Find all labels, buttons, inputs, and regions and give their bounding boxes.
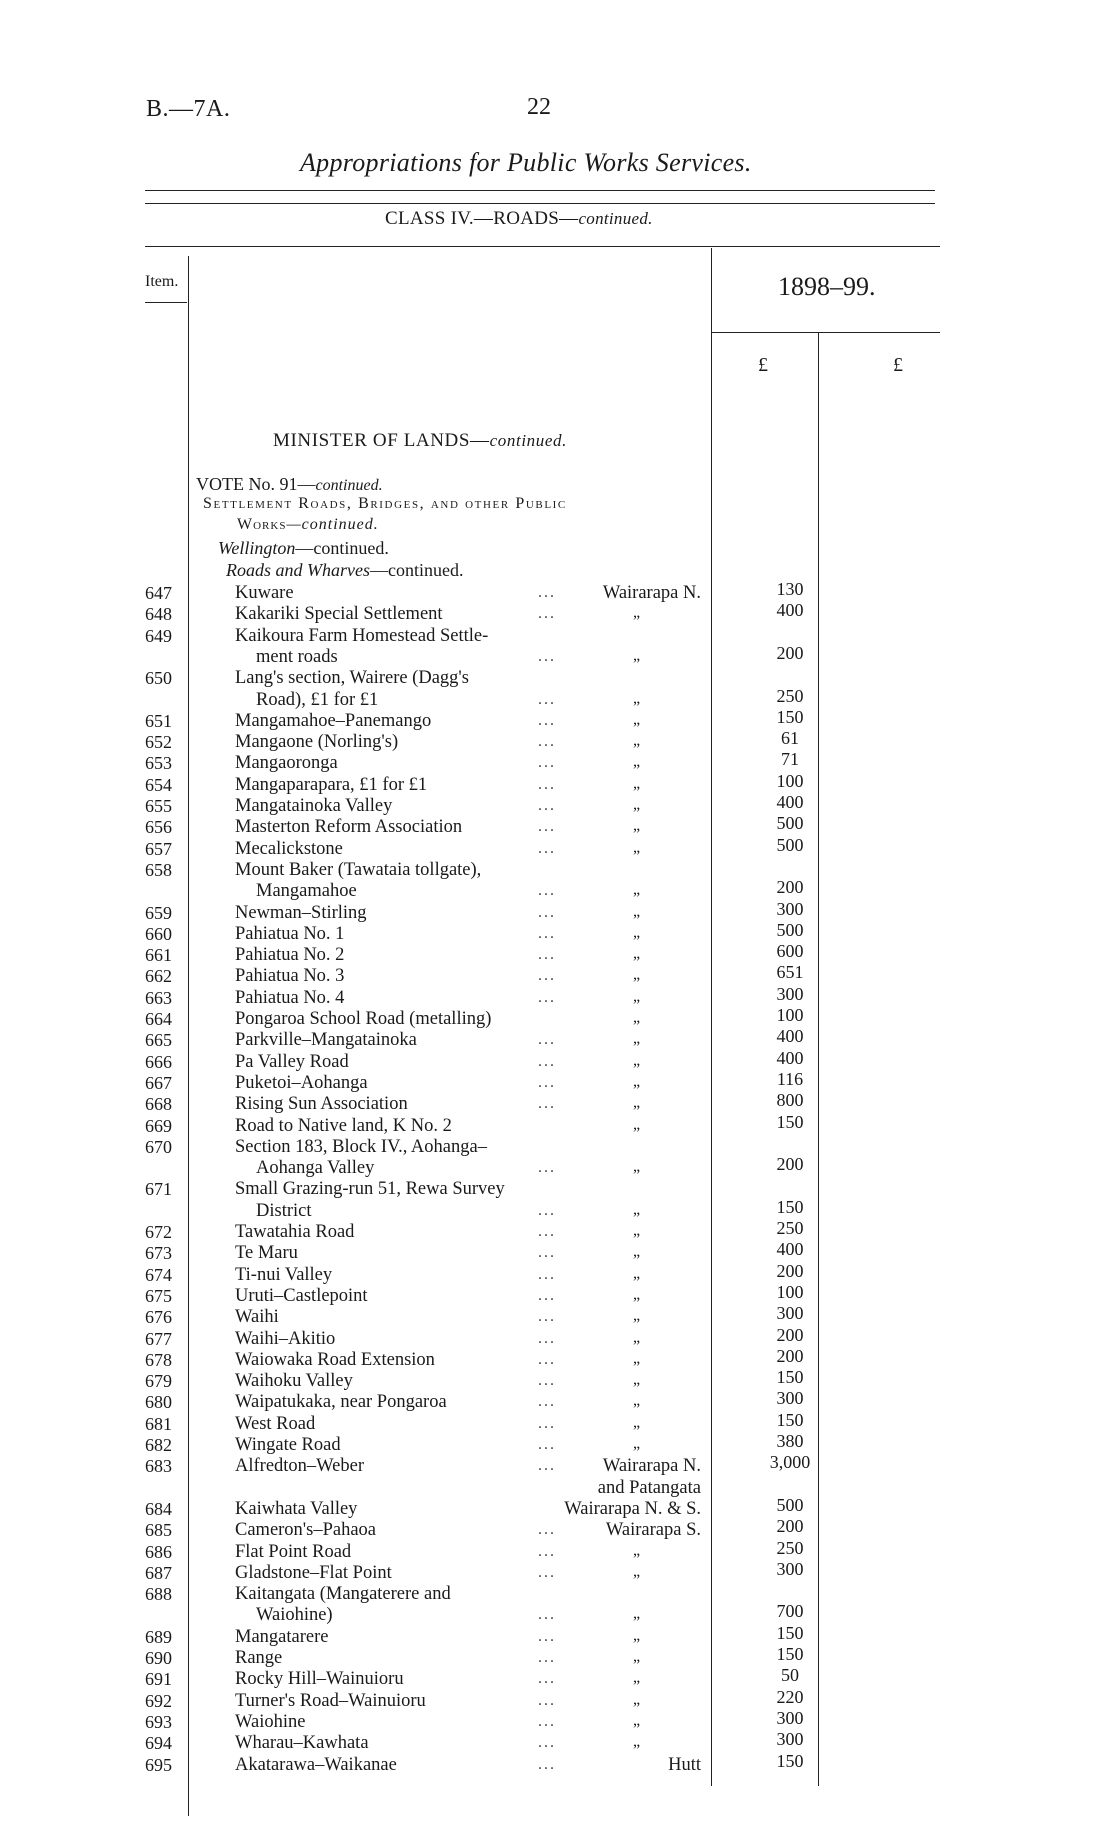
item-description: Waipatukaka, near Pongaroa xyxy=(235,1392,447,1413)
item-number: 647 xyxy=(145,583,172,603)
leader-dots: ... xyxy=(538,1159,556,1177)
item-amount: 400 xyxy=(776,1047,804,1068)
item-description: Mangamahoe–Panemango xyxy=(235,710,432,731)
item-number: 663 xyxy=(145,987,172,1008)
item-amount: 400 xyxy=(776,1239,804,1260)
leader-dots: ... xyxy=(538,946,556,964)
item-description: Section 183, Block IV., Aohanga– xyxy=(235,1136,487,1157)
leader-dots: ... xyxy=(538,711,556,729)
item-number: 693 xyxy=(145,1711,172,1732)
item-region: „ xyxy=(633,966,641,984)
item-number: 682 xyxy=(145,1435,172,1455)
item-region: „ xyxy=(633,1200,641,1218)
item-description: Gladstone–Flat Point xyxy=(235,1562,392,1583)
item-region: „ xyxy=(633,1094,641,1112)
item-region: „ xyxy=(633,1605,641,1623)
leader-dots: ... xyxy=(538,1223,556,1240)
item-amount: 400 xyxy=(776,1026,804,1047)
item-region: „ xyxy=(633,1328,641,1346)
item-number: 665 xyxy=(145,1030,172,1051)
leader-dots: ... xyxy=(538,903,556,921)
item-description: Mecalickstone xyxy=(235,838,343,859)
item-amount: 150 xyxy=(776,1622,804,1643)
item-number: 690 xyxy=(145,1648,172,1668)
item-number: 695 xyxy=(145,1754,172,1775)
leader-dots: ... xyxy=(538,754,556,772)
item-region: „ xyxy=(633,838,641,856)
item-number: 685 xyxy=(145,1520,172,1541)
district-heading: Wellington—continued. xyxy=(218,538,389,558)
item-number: 673 xyxy=(145,1243,172,1264)
item-amount: 150 xyxy=(776,1111,804,1132)
item-region: „ xyxy=(633,1669,641,1687)
leader-dots: ... xyxy=(538,1265,556,1283)
leader-dots: ... xyxy=(538,1457,556,1475)
item-description: Mangaparapara, £1 for £1 xyxy=(235,774,428,795)
item-description: Newman–Stirling xyxy=(235,902,367,923)
item-amount: 400 xyxy=(776,792,804,812)
item-amount: 50 xyxy=(781,1665,799,1686)
item-number: 648 xyxy=(145,604,172,625)
item-number: 671 xyxy=(145,1179,172,1200)
item-amount: 600 xyxy=(776,941,804,962)
item-region: „ xyxy=(633,1371,641,1389)
item-region: „ xyxy=(633,689,641,707)
leader-dots: ... xyxy=(538,690,556,708)
item-region: „ xyxy=(633,987,641,1005)
item-number: 674 xyxy=(145,1264,172,1285)
item-description: Mangaoronga xyxy=(235,753,338,774)
page-number: 22 xyxy=(527,94,551,120)
item-amount: 150 xyxy=(776,1196,804,1217)
item-number: 689 xyxy=(145,1626,172,1647)
item-number: 684 xyxy=(145,1498,172,1519)
subdistrict-heading: Roads and Wharves—continued. xyxy=(226,560,464,580)
leader-dots: ... xyxy=(538,584,556,601)
header-top-rule xyxy=(145,246,940,247)
item-number: 675 xyxy=(145,1285,172,1306)
item-description: Waihoku Valley xyxy=(235,1371,353,1392)
item-region: „ xyxy=(633,1264,641,1282)
item-amount: 3,000 xyxy=(769,1452,811,1473)
item-region: Hutt xyxy=(668,1754,701,1775)
item-amount: 300 xyxy=(776,1303,804,1324)
item-description: Parkville–Mangatainoka xyxy=(235,1030,417,1051)
item-region: „ xyxy=(633,646,641,664)
leader-dots: ... xyxy=(538,882,556,900)
item-region: „ xyxy=(633,732,641,750)
item-region: „ xyxy=(633,710,641,728)
leader-dots: ... xyxy=(538,1052,556,1070)
item-description: Alfredton–Weber xyxy=(235,1456,364,1477)
item-description: Waihi xyxy=(235,1307,279,1328)
item-description: Masterton Reform Association xyxy=(235,817,463,838)
item-region: „ xyxy=(633,1562,641,1580)
leader-dots: ... xyxy=(538,733,556,751)
item-number: 649 xyxy=(145,625,172,646)
currency-label-2: £ xyxy=(893,354,903,376)
leader-dots: ... xyxy=(538,1372,556,1390)
item-amount: 200 xyxy=(776,642,804,663)
item-region: „ xyxy=(633,902,641,920)
item-amount: 300 xyxy=(776,898,804,919)
item-description: Tawatahia Road xyxy=(235,1222,355,1242)
item-amount: 500 xyxy=(776,813,804,834)
item-region-continued: and Patangata xyxy=(597,1477,701,1498)
top-rule xyxy=(145,203,935,204)
leader-dots: ... xyxy=(538,605,556,623)
item-number: 691 xyxy=(145,1669,172,1690)
item-number: 678 xyxy=(145,1349,172,1370)
item-description: Waiohine xyxy=(235,1711,306,1732)
item-region: „ xyxy=(633,1392,641,1410)
leader-dots: ... xyxy=(538,1606,556,1624)
item-description: Cameron's–Pahaoa xyxy=(235,1520,377,1541)
item-amount: 200 xyxy=(776,1260,804,1281)
item-number: 694 xyxy=(145,1733,172,1754)
item-amount: 500 xyxy=(776,1494,804,1515)
leader-dots: ... xyxy=(538,1542,556,1560)
item-label-underline xyxy=(145,302,187,303)
minister-heading: MINISTER OF LANDS—continued. xyxy=(273,430,567,451)
item-region: „ xyxy=(633,1711,641,1729)
item-region: Wairarapa N. & S. xyxy=(564,1498,701,1519)
leader-dots: ... xyxy=(538,775,556,793)
item-description: Waihi–Akitio xyxy=(235,1328,336,1349)
item-number: 666 xyxy=(145,1051,172,1072)
item-amount: 400 xyxy=(776,600,804,621)
item-description: Small Grazing-run 51, Rewa Survey xyxy=(235,1179,505,1200)
item-region: „ xyxy=(633,1648,641,1665)
item-amount: 200 xyxy=(776,877,804,898)
item-description: Road to Native land, K No. 2 xyxy=(235,1115,452,1136)
item-number: 659 xyxy=(145,902,172,923)
item-amount: 250 xyxy=(776,685,804,706)
item-region: Wairarapa S. xyxy=(605,1520,701,1541)
leader-dots: ... xyxy=(538,924,556,942)
item-description: District xyxy=(256,1200,312,1221)
item-description: Mount Baker (Tawataia tollgate), xyxy=(235,859,482,880)
item-description: Pahiatua No. 1 xyxy=(235,923,345,944)
item-amount: 500 xyxy=(776,919,804,940)
item-description: Te Maru xyxy=(235,1243,298,1264)
item-amount: 61 xyxy=(781,728,799,749)
leader-dots: ... xyxy=(538,818,556,836)
leader-dots: ... xyxy=(538,1563,556,1581)
amount-col-left-rule xyxy=(711,248,712,1786)
item-description: Mangatarere xyxy=(235,1626,329,1647)
item-number: 657 xyxy=(145,838,172,859)
item-amount: 300 xyxy=(776,1729,804,1750)
leader-dots: ... xyxy=(538,1329,556,1347)
item-description: Waiohine) xyxy=(256,1605,333,1626)
item-number: 676 xyxy=(145,1307,172,1328)
item-description: Rocky Hill–Wainuioru xyxy=(235,1669,404,1690)
leader-dots: ... xyxy=(538,1393,556,1411)
item-region: „ xyxy=(633,1051,641,1069)
vote-heading: VOTE No. 91—continued. xyxy=(196,474,383,494)
item-amount: 71 xyxy=(781,749,799,770)
item-amount: 300 xyxy=(776,983,804,1004)
item-region: „ xyxy=(633,945,641,963)
item-description: Wingate Road xyxy=(235,1435,341,1455)
item-description: Waiowaka Road Extension xyxy=(235,1349,435,1370)
item-amount: 100 xyxy=(776,1281,804,1302)
leader-dots: ... xyxy=(538,797,556,814)
item-description: Pahiatua No. 3 xyxy=(235,966,345,987)
item-number: 677 xyxy=(145,1328,172,1349)
item-description: Aohanga Valley xyxy=(256,1158,375,1179)
item-description: Puketoi–Aohanga xyxy=(235,1072,368,1093)
item-region: „ xyxy=(633,774,641,792)
item-number: 667 xyxy=(145,1072,172,1093)
item-amount: 150 xyxy=(776,1409,804,1430)
leader-dots: ... xyxy=(538,967,556,985)
year-underline xyxy=(712,332,940,333)
item-amount: 200 xyxy=(776,1516,804,1537)
item-description: Kuware xyxy=(235,583,294,603)
item-amount: 300 xyxy=(776,1707,804,1728)
leader-dots: ... xyxy=(538,839,556,857)
leader-dots: ... xyxy=(538,1031,556,1049)
item-description: Kaiwhata Valley xyxy=(235,1498,358,1519)
vote-title-line-2: Works—continued. xyxy=(237,516,379,533)
item-region: „ xyxy=(633,753,641,771)
leader-dots: ... xyxy=(538,1755,556,1773)
item-description: Wharau–Kawhata xyxy=(235,1733,369,1754)
item-number: 688 xyxy=(145,1584,172,1605)
leader-dots: ... xyxy=(538,1521,556,1539)
item-description: Road), £1 for £1 xyxy=(256,689,379,710)
item-region: „ xyxy=(633,1158,641,1176)
title-rule xyxy=(145,190,935,191)
item-region: „ xyxy=(633,1435,641,1452)
item-amount: 500 xyxy=(776,834,804,855)
year-column-header: 1898–99. xyxy=(778,272,876,301)
item-region: „ xyxy=(633,1072,641,1090)
leader-dots: ... xyxy=(538,1414,556,1432)
item-number: 681 xyxy=(145,1413,172,1434)
item-region: „ xyxy=(633,1349,641,1367)
item-description: Mangaone (Norling's) xyxy=(235,732,399,753)
item-region: Wairarapa N. xyxy=(602,583,701,603)
item-amount: 300 xyxy=(776,1388,804,1409)
item-amount: 651 xyxy=(776,962,804,983)
item-amount: 200 xyxy=(776,1345,804,1366)
item-column-header: Item. xyxy=(145,273,179,290)
leader-dots: ... xyxy=(538,1734,556,1752)
item-region: „ xyxy=(633,1030,641,1048)
item-amount: 150 xyxy=(776,1367,804,1388)
leader-dots: ... xyxy=(538,1095,556,1113)
item-col-rule xyxy=(188,256,189,1816)
leader-dots: ... xyxy=(538,647,556,665)
leader-dots: ... xyxy=(538,1670,556,1688)
item-number: 687 xyxy=(145,1562,172,1583)
item-amount: 116 xyxy=(776,1068,804,1089)
item-amount: 150 xyxy=(776,706,804,727)
item-region: „ xyxy=(633,1009,641,1026)
item-number: 670 xyxy=(145,1136,172,1157)
leader-dots: ... xyxy=(538,1350,556,1368)
item-region: „ xyxy=(633,1115,641,1133)
page-title: Appropriations for Public Works Services. xyxy=(300,148,752,177)
item-description: Ti-nui Valley xyxy=(235,1264,333,1285)
item-description: Kaitangata (Mangaterere and xyxy=(235,1584,451,1605)
leader-dots: ... xyxy=(538,1712,556,1730)
item-amount: 100 xyxy=(776,1005,804,1025)
item-number: 658 xyxy=(145,859,172,880)
item-amount: 380 xyxy=(776,1431,804,1451)
item-region: „ xyxy=(633,1307,641,1325)
item-description: Turner's Road–Wainuioru xyxy=(235,1690,426,1711)
item-description: Pongaroa School Road (metalling) xyxy=(235,1009,492,1029)
item-number: 650 xyxy=(145,668,172,689)
item-amount: 700 xyxy=(776,1601,804,1622)
item-description: Kaikoura Farm Homestead Settle- xyxy=(235,625,489,646)
document-code: B.—7A. xyxy=(146,96,231,122)
leader-dots: ... xyxy=(538,1073,556,1091)
item-region: „ xyxy=(633,1690,641,1708)
item-amount: 200 xyxy=(776,1324,804,1345)
item-region: „ xyxy=(633,923,641,941)
item-number: 683 xyxy=(145,1456,172,1477)
item-description: ment roads xyxy=(256,646,338,667)
leader-dots: ... xyxy=(538,988,556,1006)
item-description: Lang's section, Wairere (Dagg's xyxy=(235,668,469,689)
leader-dots: ... xyxy=(538,1244,556,1262)
item-amount: 250 xyxy=(776,1537,804,1558)
item-region: „ xyxy=(633,1222,641,1239)
item-number: 654 xyxy=(145,774,172,795)
item-description: Pahiatua No. 2 xyxy=(235,945,345,966)
item-region: „ xyxy=(633,817,641,835)
item-region: „ xyxy=(633,1413,641,1431)
item-region: „ xyxy=(633,881,641,899)
item-description: Flat Point Road xyxy=(235,1541,352,1562)
item-amount: 150 xyxy=(776,1750,804,1771)
item-number: 660 xyxy=(145,923,172,944)
item-description: Pahiatua No. 4 xyxy=(235,987,345,1008)
item-number: 652 xyxy=(145,732,172,753)
item-number: 656 xyxy=(145,817,172,838)
item-number: 655 xyxy=(145,796,172,816)
item-number: 662 xyxy=(145,966,172,987)
class-heading: CLASS IV.—ROADS—continued. xyxy=(385,208,653,229)
item-amount: 800 xyxy=(776,1090,804,1111)
item-amount: 100 xyxy=(776,770,804,791)
item-description: West Road xyxy=(235,1413,316,1434)
item-number: 651 xyxy=(145,710,172,731)
item-description: Rising Sun Association xyxy=(235,1094,408,1115)
item-region: „ xyxy=(633,604,641,622)
item-description: Mangamahoe xyxy=(256,881,357,902)
item-number: 692 xyxy=(145,1690,172,1711)
item-region: „ xyxy=(633,1626,641,1644)
currency-label-1: £ xyxy=(758,354,768,376)
item-amount: 300 xyxy=(776,1558,804,1579)
item-number: 669 xyxy=(145,1115,172,1136)
item-region: „ xyxy=(633,1243,641,1261)
item-number: 661 xyxy=(145,945,172,966)
leader-dots: ... xyxy=(538,1691,556,1709)
item-description: Akatarawa–Waikanae xyxy=(235,1754,397,1775)
item-amount: 200 xyxy=(776,1154,804,1175)
leader-dots: ... xyxy=(538,1201,556,1219)
item-region: „ xyxy=(633,1541,641,1559)
item-description: Mangatainoka Valley xyxy=(235,796,393,816)
item-description: Uruti–Castlepoint xyxy=(235,1285,368,1306)
item-region: „ xyxy=(633,796,641,813)
item-number: 668 xyxy=(145,1094,172,1115)
item-amount: 130 xyxy=(776,579,804,599)
item-description: Kakariki Special Settlement xyxy=(235,604,443,625)
leader-dots: ... xyxy=(538,1649,556,1666)
item-number: 653 xyxy=(145,753,172,774)
item-number: 672 xyxy=(145,1222,172,1242)
item-number: 679 xyxy=(145,1371,172,1392)
vote-title-line-1: Settlement Roads, Bridges, and other Public xyxy=(203,495,567,512)
item-region: „ xyxy=(633,1285,641,1303)
item-region: Wairarapa N. xyxy=(602,1456,701,1477)
leader-dots: ... xyxy=(538,1286,556,1304)
item-description: Range xyxy=(235,1648,283,1668)
item-amount: 150 xyxy=(776,1644,804,1664)
item-region: „ xyxy=(633,1733,641,1751)
item-description: Pa Valley Road xyxy=(235,1051,349,1072)
leader-dots: ... xyxy=(538,1436,556,1453)
leader-dots: ... xyxy=(538,1308,556,1326)
leader-dots: ... xyxy=(538,1627,556,1645)
item-number: 686 xyxy=(145,1541,172,1562)
item-amount: 220 xyxy=(776,1686,804,1707)
item-number: 680 xyxy=(145,1392,172,1413)
item-amount: 250 xyxy=(776,1218,804,1238)
item-number: 664 xyxy=(145,1009,172,1029)
